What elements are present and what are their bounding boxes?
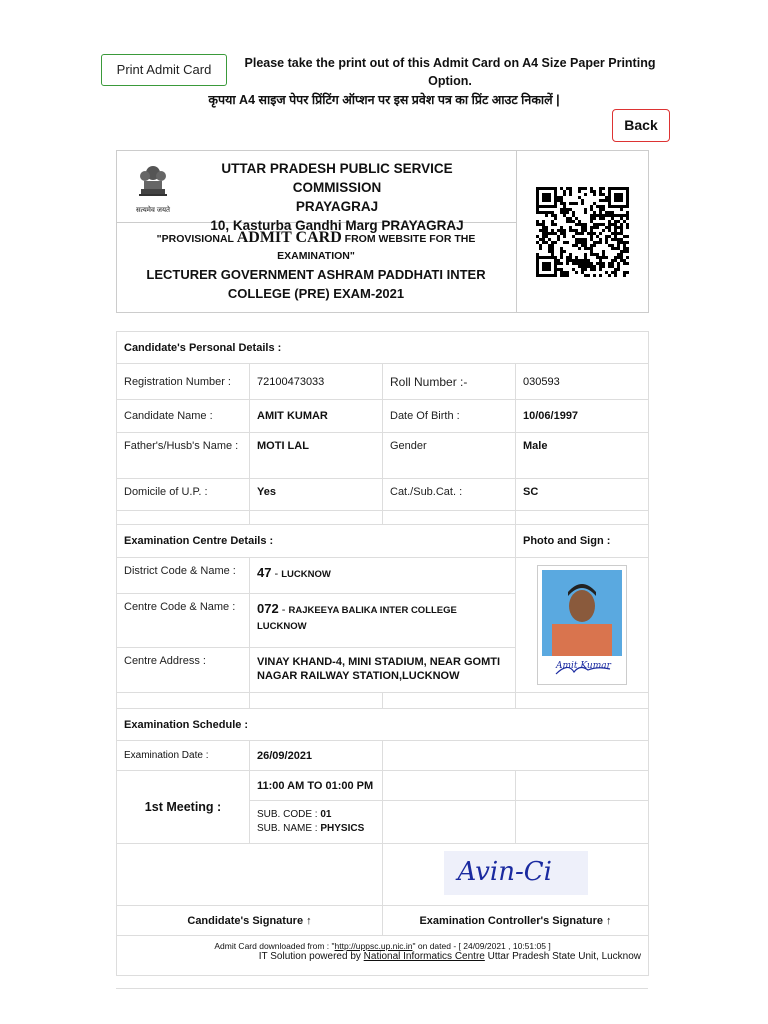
org-line-2: PRAYAGRAJ <box>295 199 379 214</box>
print-notice-english: Please take the print out of this Admit Card on A4 Size Paper Printing Option. <box>244 56 656 88</box>
candidate-signature-label: Candidate's Signature ↑ <box>117 906 383 936</box>
spacer-cell <box>383 693 516 709</box>
state-emblem-icon <box>131 161 175 214</box>
sub-name-label: SUB. NAME : <box>257 823 318 834</box>
subject-name <box>257 822 375 836</box>
download-pre: Admit Card downloaded from : " <box>214 941 335 951</box>
father-name-label: Father's/Husb's Name : <box>117 433 250 479</box>
domicile-label: Domicile of U.P. : <box>117 479 250 511</box>
meeting-label: 1st Meeting : <box>117 771 250 844</box>
print-notice-hindi: कृपया A4 साइज पेपर प्रिंटिंग ऑप्शन पर इस प्रवेश पत्र का प्रिंट आउट निकालें | <box>208 93 560 107</box>
prov-post: FROM WEBSITE FOR THE EXAMINATION" <box>277 233 476 262</box>
powered-post: Uttar Pradesh State Unit, Lucknow <box>484 951 642 962</box>
gender-value: Male <box>516 433 649 479</box>
controller-signature-image <box>444 851 588 895</box>
subject-code <box>257 808 375 822</box>
exam-date-label: Examination Date : <box>117 741 250 771</box>
exam-date-value: 26/09/2021 <box>250 741 383 771</box>
district-name: LUCKNOW <box>281 569 331 580</box>
controller-signature-text: Avin-Ci <box>457 857 552 887</box>
empty-cell <box>383 771 516 801</box>
exam-name: LECTURER GOVERNMENT ASHRAM PADDHATI INTER COLLEGE (PRE) EXAM-2021 <box>146 267 486 301</box>
empty-cell <box>383 741 649 771</box>
address-label: Centre Address : <box>117 647 250 692</box>
father-name-value: MOTI LAL <box>250 433 383 479</box>
spacer-cell <box>516 693 649 709</box>
details-table <box>116 331 649 976</box>
sub-name-value: PHYSICS <box>320 823 365 834</box>
empty-cell <box>516 771 649 801</box>
exam-time-value: 11:00 AM TO 01:00 PM <box>250 771 383 801</box>
spacer-cell <box>117 693 250 709</box>
roll-number-value: 030593 <box>516 364 649 400</box>
schedule-heading: Examination Schedule : <box>117 709 649 741</box>
back-button[interactable]: Back <box>612 109 670 142</box>
personal-details-heading: Candidate's Personal Details : <box>117 332 649 364</box>
centre-label: Centre Code & Name : <box>117 594 250 647</box>
organisation-name <box>177 159 497 235</box>
emblem-caption: सत्यमेव जयते <box>135 207 171 214</box>
org-line-3: 10, Kasturba Gandhi Marg PRAYAGRAJ <box>210 218 464 233</box>
centre-details-heading: Examination Centre Details : <box>117 525 516 558</box>
dob-label: Date Of Birth : <box>383 400 516 433</box>
footer-cell <box>117 936 649 976</box>
org-line-1: UTTAR PRADESH PUBLIC SERVICE COMMISSION <box>221 161 453 195</box>
print-admit-card-button[interactable]: Print Admit Card <box>101 54 227 86</box>
photo-sign-cell <box>516 558 649 693</box>
gender-label: Gender <box>383 433 516 479</box>
category-label: Cat./Sub.Cat. : <box>383 479 516 511</box>
candidate-photo <box>537 565 627 685</box>
spacer-cell <box>250 693 383 709</box>
centre-code: 072 <box>257 601 279 617</box>
domicile-value: Yes <box>250 479 383 511</box>
dob-value: 10/06/1997 <box>516 400 649 433</box>
district-label: District Code & Name : <box>117 558 250 594</box>
empty-cell <box>516 801 649 844</box>
candidate-signature-area <box>117 844 383 906</box>
qr-code-icon <box>535 187 629 277</box>
prov-admit-card: ADMIT CARD <box>236 229 342 246</box>
centre-value: 072 - RAJKEEYA BALIKA INTER COLLEGE LUCKNOW <box>250 594 516 647</box>
download-post: " on dated - [ 24/09/2021 , 10:51:05 ] <box>412 941 551 951</box>
download-url-link[interactable]: http://uppsc.up.nic.in <box>334 941 413 951</box>
spacer-cell <box>383 511 516 525</box>
empty-cell <box>383 801 516 844</box>
bottom-divider <box>116 988 648 989</box>
district-code: 47 <box>257 565 272 580</box>
spacer-cell <box>516 511 649 525</box>
powered-pre: IT Solution powered by <box>258 951 364 962</box>
provisional-admit-card-title <box>131 229 501 265</box>
controller-signature-area <box>383 844 649 906</box>
nic-link[interactable]: National Informatics Centre <box>363 951 485 962</box>
address-value: VINAY KHAND-4, MINI STADIUM, NEAR GOMTI NAGAR RAILWAY STATION,LUCKNOW <box>250 647 516 692</box>
powered-by <box>124 951 641 962</box>
admit-card-header <box>116 150 649 313</box>
sub-code-value: 01 <box>320 809 332 820</box>
candidate-name-value: AMIT KUMAR <box>250 400 383 433</box>
photo-signature-text: Amit Kumar <box>556 661 611 671</box>
roll-number-label: Roll Number :- <box>383 364 516 400</box>
photo-sign-heading: Photo and Sign : <box>516 525 649 558</box>
registration-number-value: 72100473033 <box>250 364 383 400</box>
download-info <box>124 941 641 951</box>
controller-signature-label: Examination Controller's Signature ↑ <box>383 906 649 936</box>
spacer-cell <box>117 511 250 525</box>
category-value: SC <box>516 479 649 511</box>
centre-name: RAJKEEYA BALIKA INTER COLLEGE LUCKNOW <box>257 605 457 633</box>
registration-number-label: Registration Number : <box>117 364 250 400</box>
subject-cell <box>250 801 383 844</box>
spacer-cell <box>250 511 383 525</box>
divider <box>516 151 517 312</box>
district-value: 47 - LUCKNOW <box>250 558 516 594</box>
candidate-name-label: Candidate Name : <box>117 400 250 433</box>
sub-code-label: SUB. CODE : <box>257 809 318 820</box>
prov-pre: "PROVISIONAL <box>156 233 237 245</box>
